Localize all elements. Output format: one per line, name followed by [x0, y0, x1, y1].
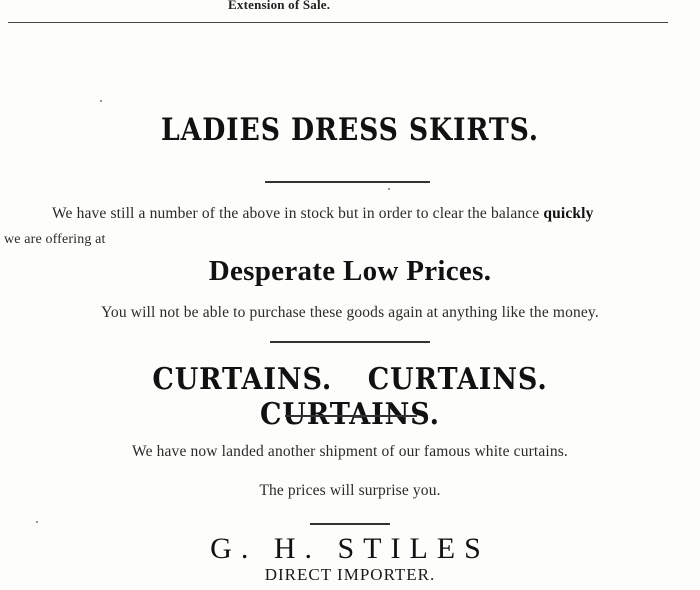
section-divider	[310, 523, 390, 525]
print-speck	[100, 100, 102, 102]
skirts-description-line-2: we are offering at	[4, 232, 106, 247]
curtains-word: CURTAINS.	[260, 397, 440, 432]
desperate-low-prices-heading: Desperate Low Prices.	[208, 255, 492, 287]
skirts-description-line-1	[52, 205, 594, 223]
section-divider	[285, 415, 417, 417]
section-divider	[270, 341, 430, 343]
curtains-word: CURTAINS.	[152, 362, 333, 397]
purchase-notice-line: You will not be able to purchase these goods again at anything like the money.	[101, 304, 599, 321]
print-speck	[36, 521, 38, 523]
curtains-word: CURTAINS.	[367, 362, 548, 397]
ladies-dress-skirts-heading: LADIES DRESS SKIRTS.	[161, 112, 539, 148]
curtains-heading	[35, 362, 665, 432]
print-speck	[388, 188, 390, 190]
section-divider	[265, 181, 430, 183]
prices-surprise-line: The prices will surprise you.	[259, 482, 441, 499]
skirts-description-text: We have still a number of the above in stock but in order to clear the balance	[52, 205, 540, 222]
quickly-word: quickly	[543, 205, 594, 222]
merchant-role: DIRECT IMPORTER.	[264, 565, 436, 584]
merchant-name: G. H. STILES	[210, 532, 490, 565]
top-divider	[8, 22, 668, 23]
curtains-shipment-line: We have now landed another shipment of our famous white curtains.	[132, 443, 568, 460]
extension-of-sale-label: Extension of Sale.	[228, 0, 331, 12]
